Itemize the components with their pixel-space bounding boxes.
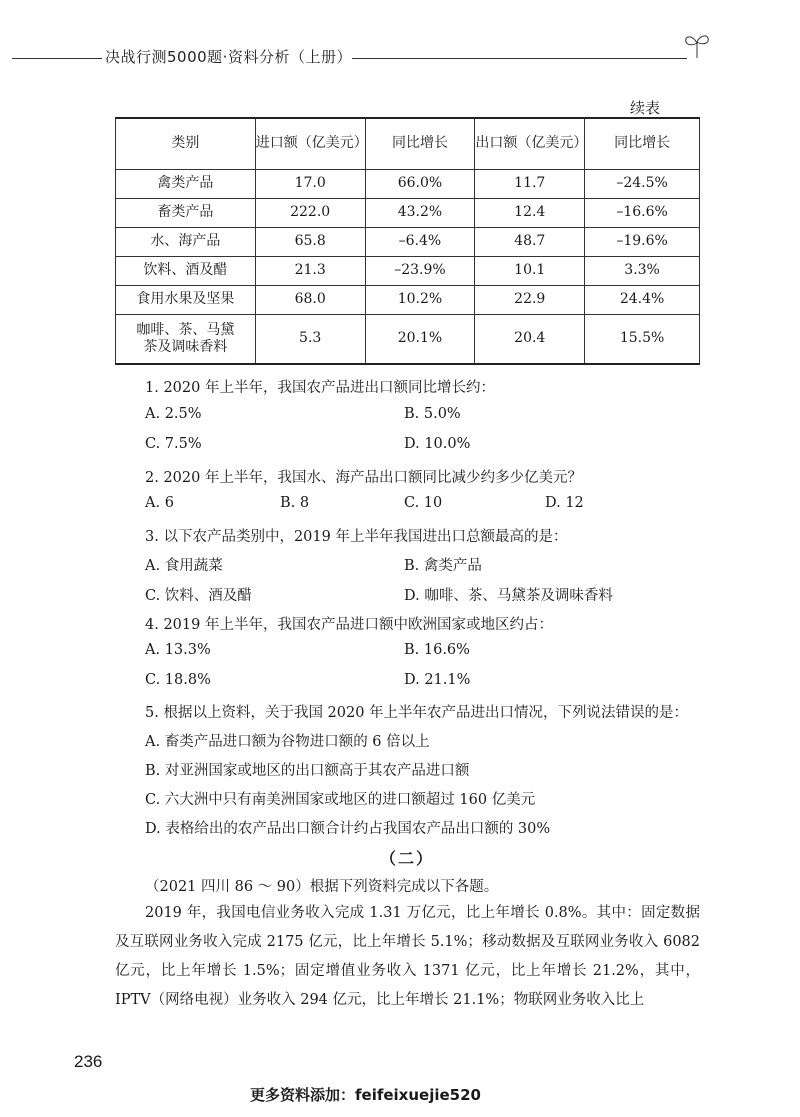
q4-option-b: B. 16.6% <box>404 642 470 658</box>
q5-option-b: B. 对亚洲国家或地区的出口额高于其农产品进口额 <box>145 763 470 779</box>
cell-import-growth: –6.4% <box>365 228 475 257</box>
header-title: 决战行测5000题·资料分析（上册） <box>105 48 352 66</box>
section-intro: （2021 四川 86 ～ 90）根据下列资料完成以下各题。 <box>145 879 499 895</box>
cell-import-growth: 43.2% <box>365 199 475 228</box>
header-rule-left <box>12 58 102 59</box>
question-4: 4. 2019 年上半年，我国农产品进口额中欧洲国家或地区约占： <box>145 617 553 633</box>
table-row <box>116 257 700 286</box>
cell-import: 21.3 <box>255 257 365 286</box>
question-2: 2. 2020 年上半年，我国水、海产品出口额同比减少约多少亿美元？ <box>145 470 582 486</box>
cell-category: 咖啡、茶、马黛茶及调味香料 <box>116 315 256 365</box>
cell-category: 饮料、酒及醋 <box>116 257 256 286</box>
question-1: 1. 2020 年上半年，我国农产品进出口额同比增长约： <box>145 380 495 396</box>
header-category: 类别 <box>116 118 256 170</box>
table-row <box>116 170 700 199</box>
cell-import-growth: –23.9% <box>365 257 475 286</box>
continued-label: 续表 <box>630 99 661 117</box>
q2-option-b: B. 8 <box>280 495 310 511</box>
header-import: 进口额（亿美元） <box>255 118 365 170</box>
q5-option-c: C. 六大洲中只有南美洲国家或地区的进口额超过 160 亿美元 <box>145 792 536 808</box>
q4-option-d: D. 21.1% <box>404 672 471 688</box>
q3-option-c: C. 饮料、酒及醋 <box>145 588 252 604</box>
cell-export-growth: 24.4% <box>585 286 700 315</box>
q1-option-d: D. 10.0% <box>404 436 471 452</box>
footer-text: 更多资料添加：feifeixuejie520 <box>250 1086 481 1104</box>
q1-option-b: B. 5.0% <box>404 406 461 422</box>
cell-import: 5.3 <box>255 315 365 365</box>
cell-export: 48.7 <box>475 228 585 257</box>
cell-category: 食用水果及坚果 <box>116 286 256 315</box>
question-5: 5. 根据以上资料，关于我国 2020 年上半年农产品进出口情况，下列说法错误的是： <box>145 705 689 721</box>
page-number: 236 <box>74 1052 103 1071</box>
cell-export: 10.1 <box>475 257 585 286</box>
q4-option-c: C. 18.8% <box>145 672 211 688</box>
q1-option-a: A. 2.5% <box>145 406 202 422</box>
cell-export-growth: –24.5% <box>585 170 700 199</box>
cell-import: 17.0 <box>255 170 365 199</box>
cell-import: 65.8 <box>255 228 365 257</box>
data-table <box>115 117 700 365</box>
cell-export: 11.7 <box>475 170 585 199</box>
section-paragraph <box>115 899 700 1015</box>
sprout-icon <box>682 30 712 60</box>
cell-export-growth: 3.3% <box>585 257 700 286</box>
q2-option-d: D. 12 <box>545 495 584 511</box>
page-header <box>0 0 800 80</box>
q1-option-c: C. 7.5% <box>145 436 202 452</box>
table-row <box>116 286 700 315</box>
section-heading: （二） <box>380 849 435 868</box>
header-export: 出口额（亿美元） <box>475 118 585 170</box>
cell-export: 20.4 <box>475 315 585 365</box>
cell-category: 禽类产品 <box>116 170 256 199</box>
paragraph-text: 2019 年，我国电信业务收入完成 1.31 万亿元，比上年增长 0.8%。其中：固定数据及互联网业务收入完成 2175 亿元，比上年增长 5.1%；移动数据及互联网业务收入 6082 亿元，比上年增长 1.5%；固定增值业务收入 1371 亿元，比上年增长 21.2%，其中，IPTV（网络电视）业务收入 294 亿元，比上年增长 21.1%；物联网业务收入比上 <box>115 905 700 1008</box>
cell-category: 水、海产品 <box>116 228 256 257</box>
q3-option-d: D. 咖啡、茶、马黛茶及调味香料 <box>404 588 613 604</box>
q4-option-a: A. 13.3% <box>145 642 211 658</box>
cell-import-growth: 66.0% <box>365 170 475 199</box>
q3-option-b: B. 禽类产品 <box>404 558 482 574</box>
table-row <box>116 199 700 228</box>
q2-option-c: C. 10 <box>404 495 443 511</box>
cell-export-growth: 15.5% <box>585 315 700 365</box>
q2-option-a: A. 6 <box>145 495 174 511</box>
header-import-growth: 同比增长 <box>365 118 475 170</box>
cell-export-growth: –19.6% <box>585 228 700 257</box>
q5-option-a: A. 畜类产品进口额为谷物进口额的 6 倍以上 <box>145 734 430 750</box>
header-rule-right <box>352 58 687 59</box>
cell-import: 68.0 <box>255 286 365 315</box>
cell-category: 畜类产品 <box>116 199 256 228</box>
table-header-row <box>116 118 700 170</box>
cell-import: 222.0 <box>255 199 365 228</box>
cell-export-growth: –16.6% <box>585 199 700 228</box>
cell-import-growth: 10.2% <box>365 286 475 315</box>
cell-import-growth: 20.1% <box>365 315 475 365</box>
cell-export: 22.9 <box>475 286 585 315</box>
header-export-growth: 同比增长 <box>585 118 700 170</box>
q3-option-a: A. 食用蔬菜 <box>145 558 223 574</box>
table-row <box>116 228 700 257</box>
cell-export: 12.4 <box>475 199 585 228</box>
table-row <box>116 315 700 365</box>
q5-option-d: D. 表格给出的农产品出口额合计约占我国农产品出口额的 30% <box>145 821 551 837</box>
question-3: 3. 以下农产品类别中，2019 年上半年我国进出口总额最高的是： <box>145 529 568 545</box>
